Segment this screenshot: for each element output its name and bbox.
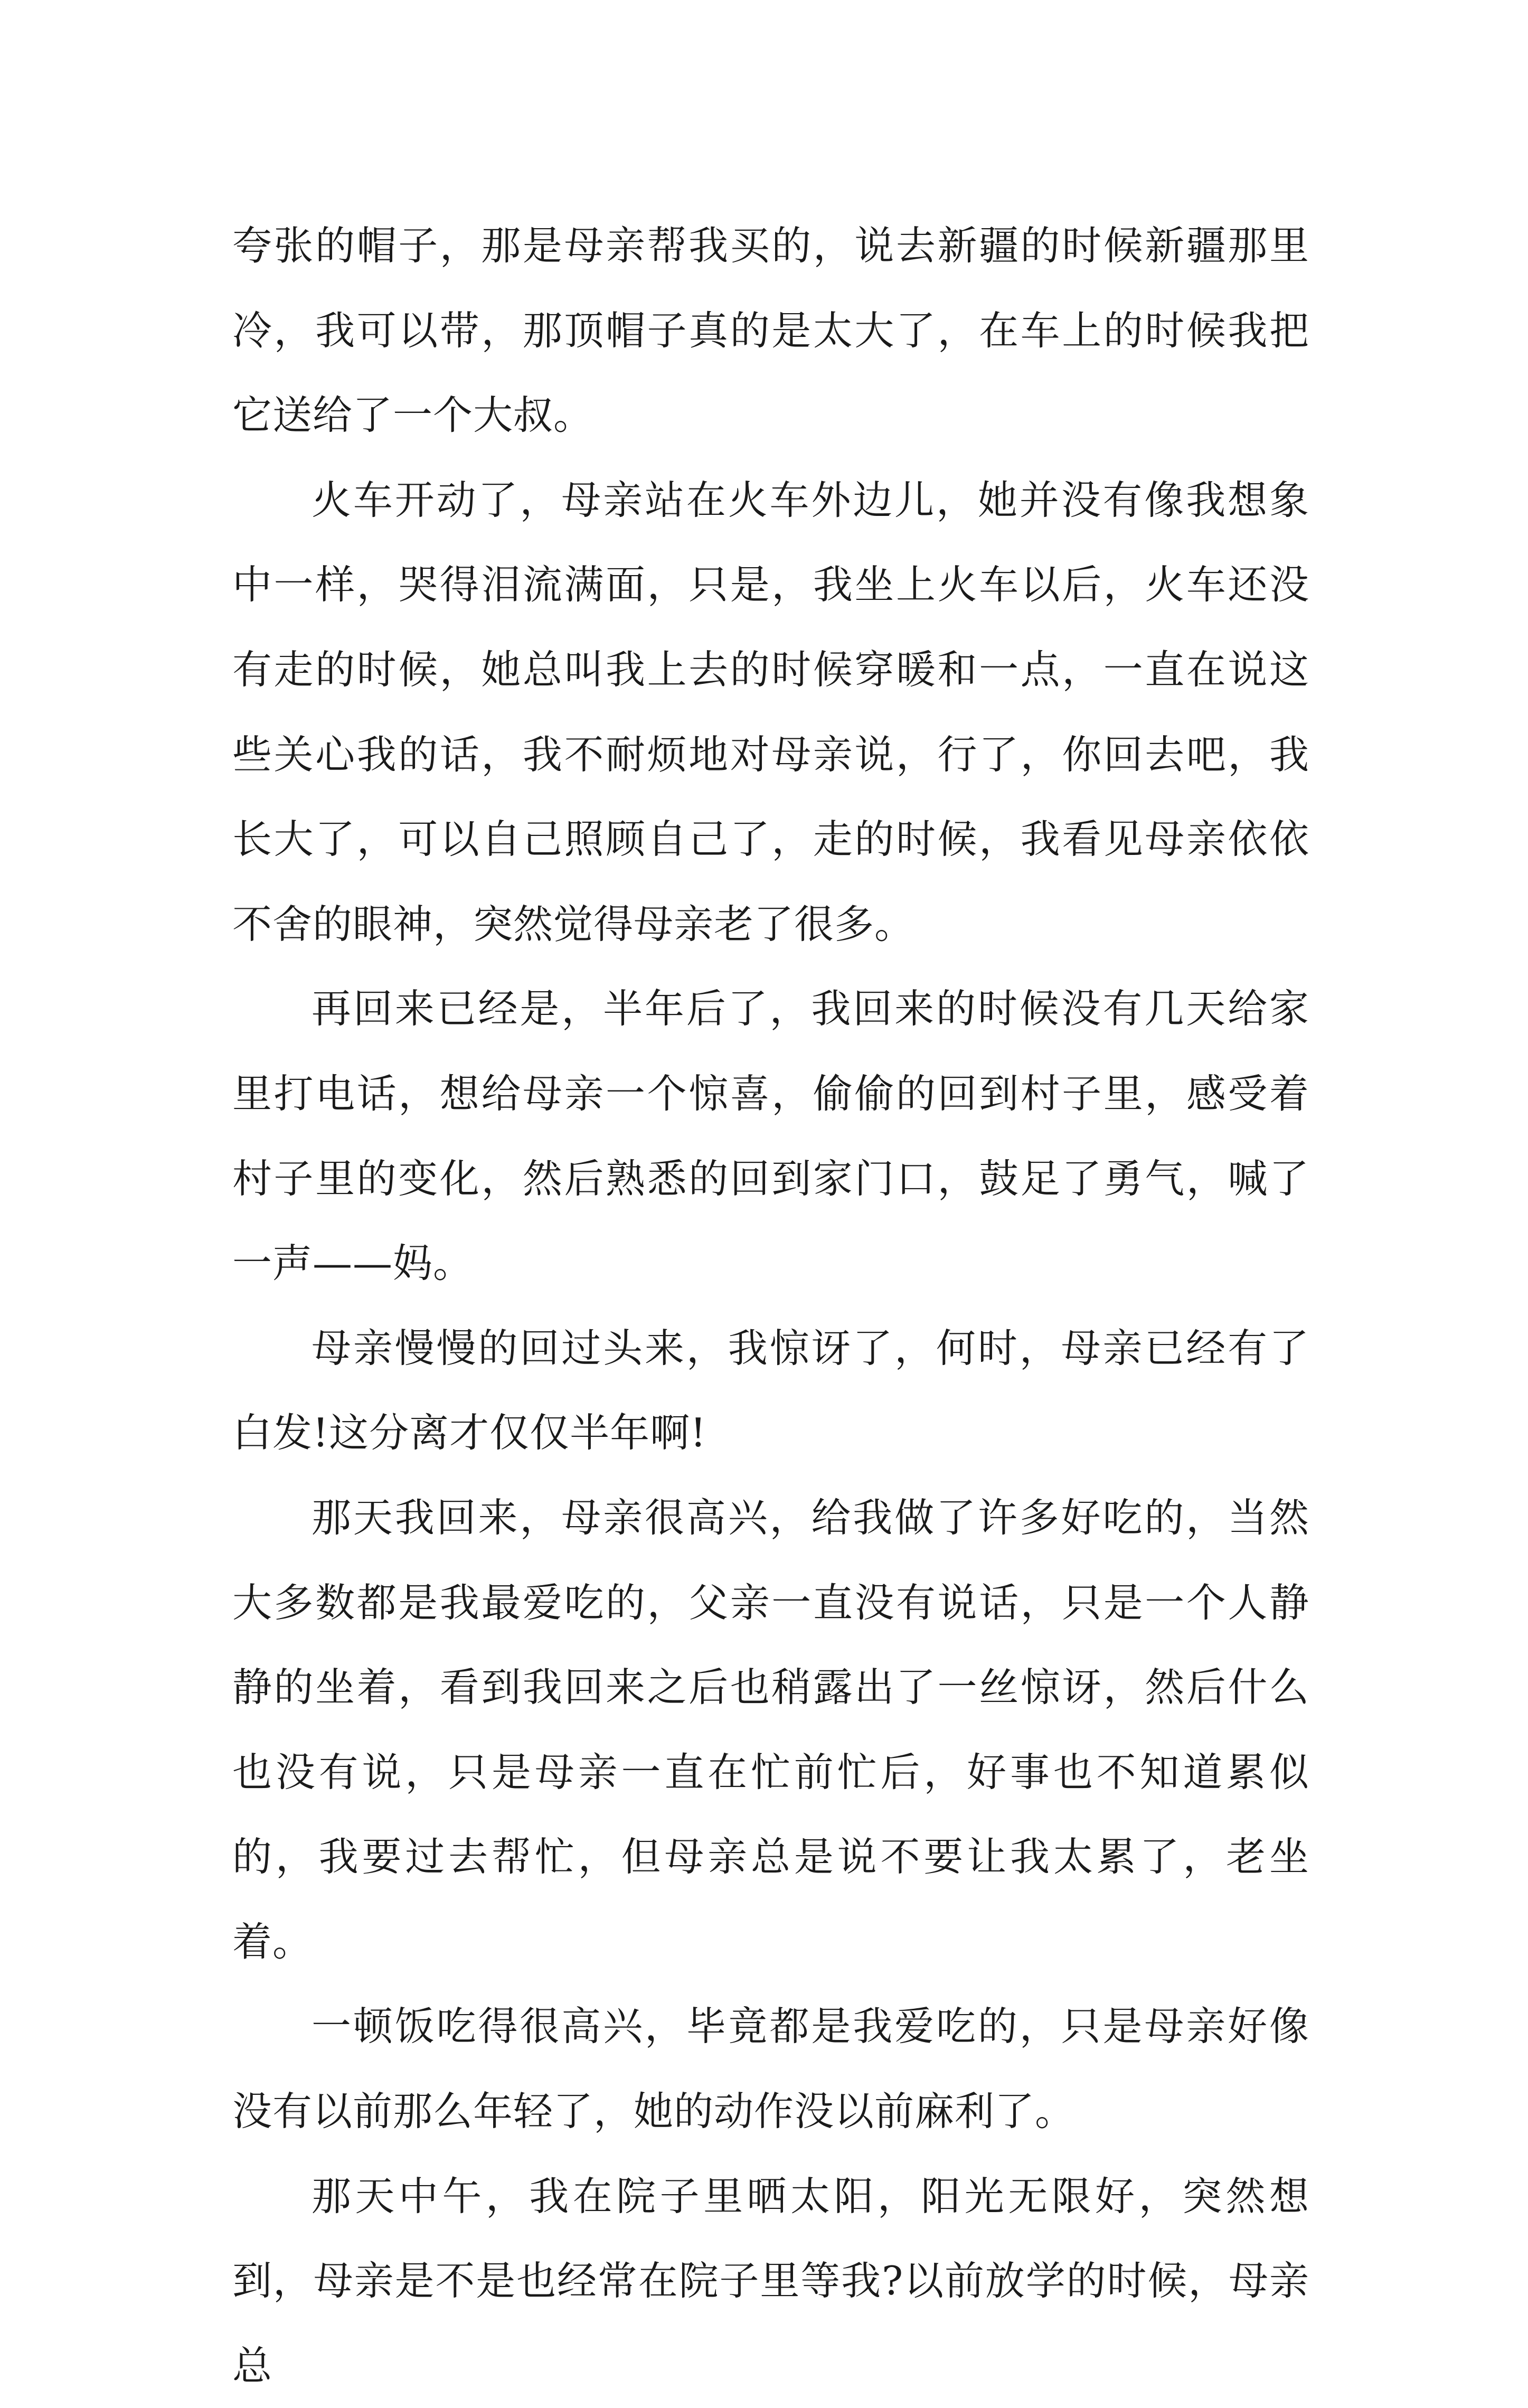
body-text [232, 203, 1309, 2408]
paragraph: 母亲慢慢的回过头来，我惊讶了，何时，母亲已经有了白发!这分离才仅仅半年啊! [232, 1324, 1309, 1456]
paragraph: 火车开动了，母亲站在火车外边儿，她并没有像我想象中一样，哭得泪流满面，只是，我坐上火车以后，火车还没有走的时候，她总叫我上去的时候穿暖和一点，一直在说这些关心我的话，我不耐烦地对母亲说，行了，你回去吧，我长大了，可以自己照顾自己了，走的时候，我看见母亲依依不舍的眼神，突然觉得母亲老了很多。 [232, 476, 1309, 947]
paragraph: 再回来已经是，半年后了，我回来的时候没有几天给家里打电话，想给母亲一个惊喜，偷偷的回到村子里，感受着村子里的变化，然后熟悉的回到家门口，鼓足了勇气，喊了一声——妈。 [232, 985, 1309, 1287]
paragraph: 夸张的帽子，那是母亲帮我买的，说去新疆的时候新疆那里冷，我可以带，那顶帽子真的是太大了，在车上的时候我把它送给了一个大叔。 [232, 222, 1309, 439]
paragraph: 一顿饭吃得很高兴，毕竟都是我爱吃的，只是母亲好像没有以前那么年轻了，她的动作没以前麻利了。 [232, 2003, 1309, 2135]
paragraph: 那天我回来，母亲很高兴，给我做了许多好吃的，当然大多数都是我最爱吃的，父亲一直没有说话，只是一个人静静的坐着，看到我回来之后也稍露出了一丝惊讶，然后什么也没有说，只是母亲一直在忙前忙后，好事也不知道累似的，我要过去帮忙，但母亲总是说不要让我太累了，老坐着。 [232, 1494, 1309, 1965]
paragraph: 那天中午，我在院子里晒太阳，阳光无限好，突然想到，母亲是不是也经常在院子里等我?以前放学的时候，母亲总 [232, 2172, 1309, 2389]
